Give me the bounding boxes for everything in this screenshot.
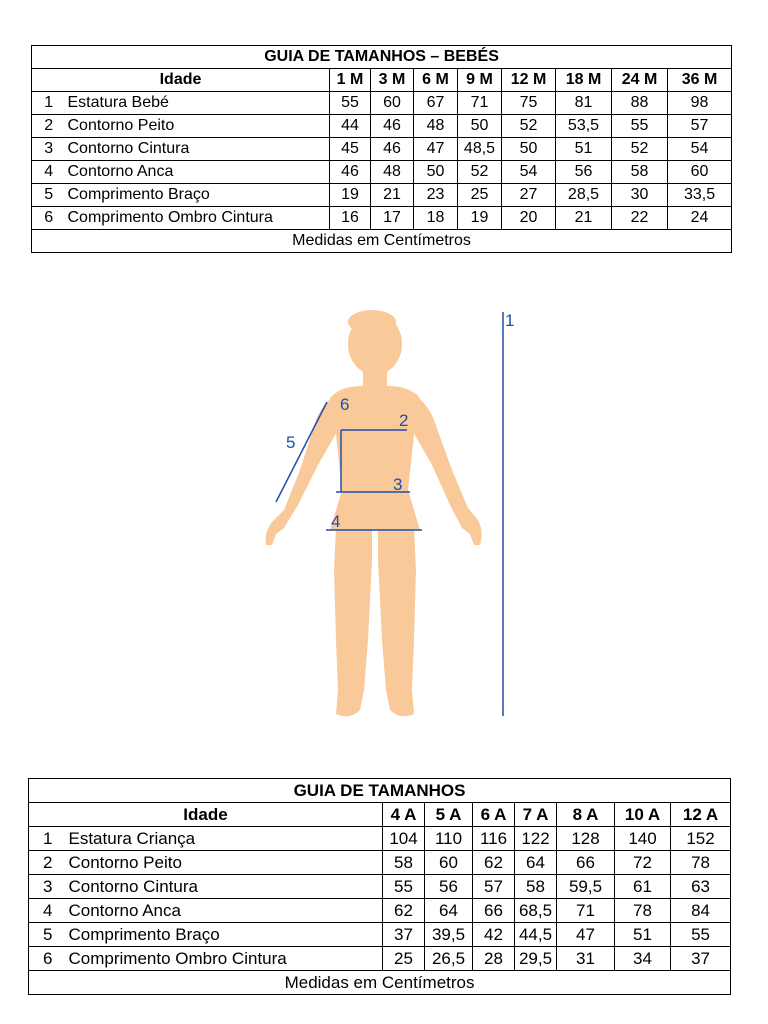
measurement-cell: 48 — [414, 115, 458, 138]
measurement-cell: 37 — [671, 947, 731, 971]
measurement-cell: 47 — [414, 138, 458, 161]
row-number: 1 — [32, 92, 66, 115]
measurement-cell: 61 — [615, 875, 671, 899]
measurement-cell: 52 — [502, 115, 556, 138]
kids-size-header: 5 A — [425, 803, 473, 827]
measurement-cell: 19 — [458, 207, 502, 230]
label-arm: 5 — [286, 433, 296, 452]
babies-size-header: 9 M — [458, 69, 502, 92]
measurement-cell: 25 — [383, 947, 425, 971]
measurement-cell: 60 — [425, 851, 473, 875]
measurement-cell: 63 — [671, 875, 731, 899]
table-row — [29, 947, 731, 971]
measurement-cell: 78 — [615, 899, 671, 923]
measurement-cell: 50 — [502, 138, 556, 161]
measurement-cell: 26,5 — [425, 947, 473, 971]
measurement-cell: 29,5 — [515, 947, 557, 971]
row-label: Comprimento Braço — [67, 923, 383, 947]
measurement-cell: 46 — [330, 161, 371, 184]
row-label: Contorno Cintura — [67, 875, 383, 899]
measurement-cell: 58 — [515, 875, 557, 899]
measurement-cell: 78 — [671, 851, 731, 875]
measurement-cell: 54 — [502, 161, 556, 184]
babies-table-title: GUIA DE TAMANHOS – BEBÉS — [32, 46, 732, 69]
measurement-cell: 68,5 — [515, 899, 557, 923]
measurement-cell: 55 — [383, 875, 425, 899]
measurement-cell: 34 — [615, 947, 671, 971]
measurement-cell: 104 — [383, 827, 425, 851]
measurement-cell: 18 — [414, 207, 458, 230]
measurement-cell: 59,5 — [557, 875, 615, 899]
measurement-cell: 98 — [668, 92, 732, 115]
measurement-cell: 44 — [330, 115, 371, 138]
label-height: 1 — [505, 311, 515, 330]
measurement-cell: 62 — [473, 851, 515, 875]
row-label: Contorno Anca — [66, 161, 330, 184]
measurement-cell: 140 — [615, 827, 671, 851]
babies-idade-header: Idade — [32, 69, 330, 92]
row-label: Comprimento Ombro Cintura — [66, 207, 330, 230]
measurement-cell: 48,5 — [458, 138, 502, 161]
measurement-cell: 58 — [612, 161, 668, 184]
measurement-cell: 88 — [612, 92, 668, 115]
babies-size-header: 18 M — [556, 69, 612, 92]
measurement-cell: 21 — [556, 207, 612, 230]
row-label: Contorno Cintura — [66, 138, 330, 161]
measurement-cell: 128 — [557, 827, 615, 851]
row-number: 5 — [32, 184, 66, 207]
row-label: Comprimento Braço — [66, 184, 330, 207]
measurement-cell: 67 — [414, 92, 458, 115]
measurement-cell: 54 — [668, 138, 732, 161]
kids-size-header: 12 A — [671, 803, 731, 827]
measurement-cell: 55 — [612, 115, 668, 138]
measurement-cell: 72 — [615, 851, 671, 875]
measurement-cell: 66 — [557, 851, 615, 875]
measurement-cell: 28 — [473, 947, 515, 971]
kids-table-footer: Medidas em Centímetros — [29, 971, 731, 995]
babies-size-header: 24 M — [612, 69, 668, 92]
child-silhouette — [266, 310, 482, 716]
row-label: Estatura Criança — [67, 827, 383, 851]
row-number: 3 — [29, 875, 67, 899]
measurement-cell: 39,5 — [425, 923, 473, 947]
measurement-cell: 51 — [556, 138, 612, 161]
kids-idade-header: Idade — [29, 803, 383, 827]
kids-size-header: 10 A — [615, 803, 671, 827]
measurement-cell: 25 — [458, 184, 502, 207]
row-label: Comprimento Ombro Cintura — [67, 947, 383, 971]
measurement-cell: 152 — [671, 827, 731, 851]
babies-size-header: 3 M — [371, 69, 414, 92]
label-waist: 3 — [393, 475, 403, 494]
table-row — [29, 827, 731, 851]
measurement-cell: 81 — [556, 92, 612, 115]
kids-size-table — [28, 778, 731, 995]
kids-table-title: GUIA DE TAMANHOS — [29, 779, 731, 803]
measurement-cell: 71 — [557, 899, 615, 923]
measurement-cell: 116 — [473, 827, 515, 851]
measurement-cell: 52 — [612, 138, 668, 161]
measurement-cell: 23 — [414, 184, 458, 207]
measurement-cell: 46 — [371, 115, 414, 138]
babies-size-header: 6 M — [414, 69, 458, 92]
babies-size-header: 36 M — [668, 69, 732, 92]
measurement-cell: 45 — [330, 138, 371, 161]
measurement-cell: 58 — [383, 851, 425, 875]
row-label: Estatura Bebé — [66, 92, 330, 115]
measurement-cell: 28,5 — [556, 184, 612, 207]
table-row — [29, 923, 731, 947]
measurement-cell: 17 — [371, 207, 414, 230]
row-number: 5 — [29, 923, 67, 947]
measurement-cell: 20 — [502, 207, 556, 230]
table-row — [29, 851, 731, 875]
row-number: 1 — [29, 827, 67, 851]
measurement-cell: 52 — [458, 161, 502, 184]
measurement-cell: 56 — [425, 875, 473, 899]
measurement-cell: 31 — [557, 947, 615, 971]
kids-size-header: 6 A — [473, 803, 515, 827]
measurement-cell: 55 — [330, 92, 371, 115]
row-number: 4 — [29, 899, 67, 923]
measurement-cell: 33,5 — [668, 184, 732, 207]
measurement-cell: 110 — [425, 827, 473, 851]
label-chest: 2 — [399, 411, 409, 430]
measurement-cell: 84 — [671, 899, 731, 923]
row-number: 6 — [29, 947, 67, 971]
label-shoulder-waist: 6 — [340, 395, 350, 414]
measurement-cell: 50 — [458, 115, 502, 138]
label-hip: 4 — [331, 512, 341, 531]
measurement-cell: 66 — [473, 899, 515, 923]
row-number: 2 — [29, 851, 67, 875]
measurement-cell: 60 — [371, 92, 414, 115]
kids-size-header: 4 A — [383, 803, 425, 827]
measurement-cell: 27 — [502, 184, 556, 207]
kids-size-header: 7 A — [515, 803, 557, 827]
measurement-cell: 53,5 — [556, 115, 612, 138]
measurement-cell: 47 — [557, 923, 615, 947]
row-label: Contorno Anca — [67, 899, 383, 923]
measurement-cell: 24 — [668, 207, 732, 230]
measurement-cell: 60 — [668, 161, 732, 184]
measurement-cell: 21 — [371, 184, 414, 207]
babies-table-footer: Medidas em Centímetros — [32, 230, 732, 253]
measurement-cell: 16 — [330, 207, 371, 230]
measurement-cell: 22 — [612, 207, 668, 230]
table-row — [29, 899, 731, 923]
measurement-cell: 71 — [458, 92, 502, 115]
row-label: Contorno Peito — [66, 115, 330, 138]
measurement-cell: 56 — [556, 161, 612, 184]
table-row — [29, 875, 731, 899]
measurement-cell: 122 — [515, 827, 557, 851]
measurement-cell: 62 — [383, 899, 425, 923]
babies-size-header: 12 M — [502, 69, 556, 92]
measurement-cell: 19 — [330, 184, 371, 207]
measurement-cell: 64 — [515, 851, 557, 875]
measurement-cell: 44,5 — [515, 923, 557, 947]
row-number: 3 — [32, 138, 66, 161]
measurement-cell: 57 — [668, 115, 732, 138]
row-label: Contorno Peito — [67, 851, 383, 875]
measurement-cell: 50 — [414, 161, 458, 184]
measurement-cell: 37 — [383, 923, 425, 947]
measurement-cell: 46 — [371, 138, 414, 161]
measurement-cell: 55 — [671, 923, 731, 947]
babies-size-header: 1 M — [330, 69, 371, 92]
measurement-cell: 30 — [612, 184, 668, 207]
kids-size-header: 8 A — [557, 803, 615, 827]
row-number: 4 — [32, 161, 66, 184]
measurement-cell: 48 — [371, 161, 414, 184]
measurement-cell: 64 — [425, 899, 473, 923]
row-number: 6 — [32, 207, 66, 230]
row-number: 2 — [32, 115, 66, 138]
measurement-cell: 57 — [473, 875, 515, 899]
measurement-cell: 42 — [473, 923, 515, 947]
measurement-cell: 75 — [502, 92, 556, 115]
measurement-cell: 51 — [615, 923, 671, 947]
